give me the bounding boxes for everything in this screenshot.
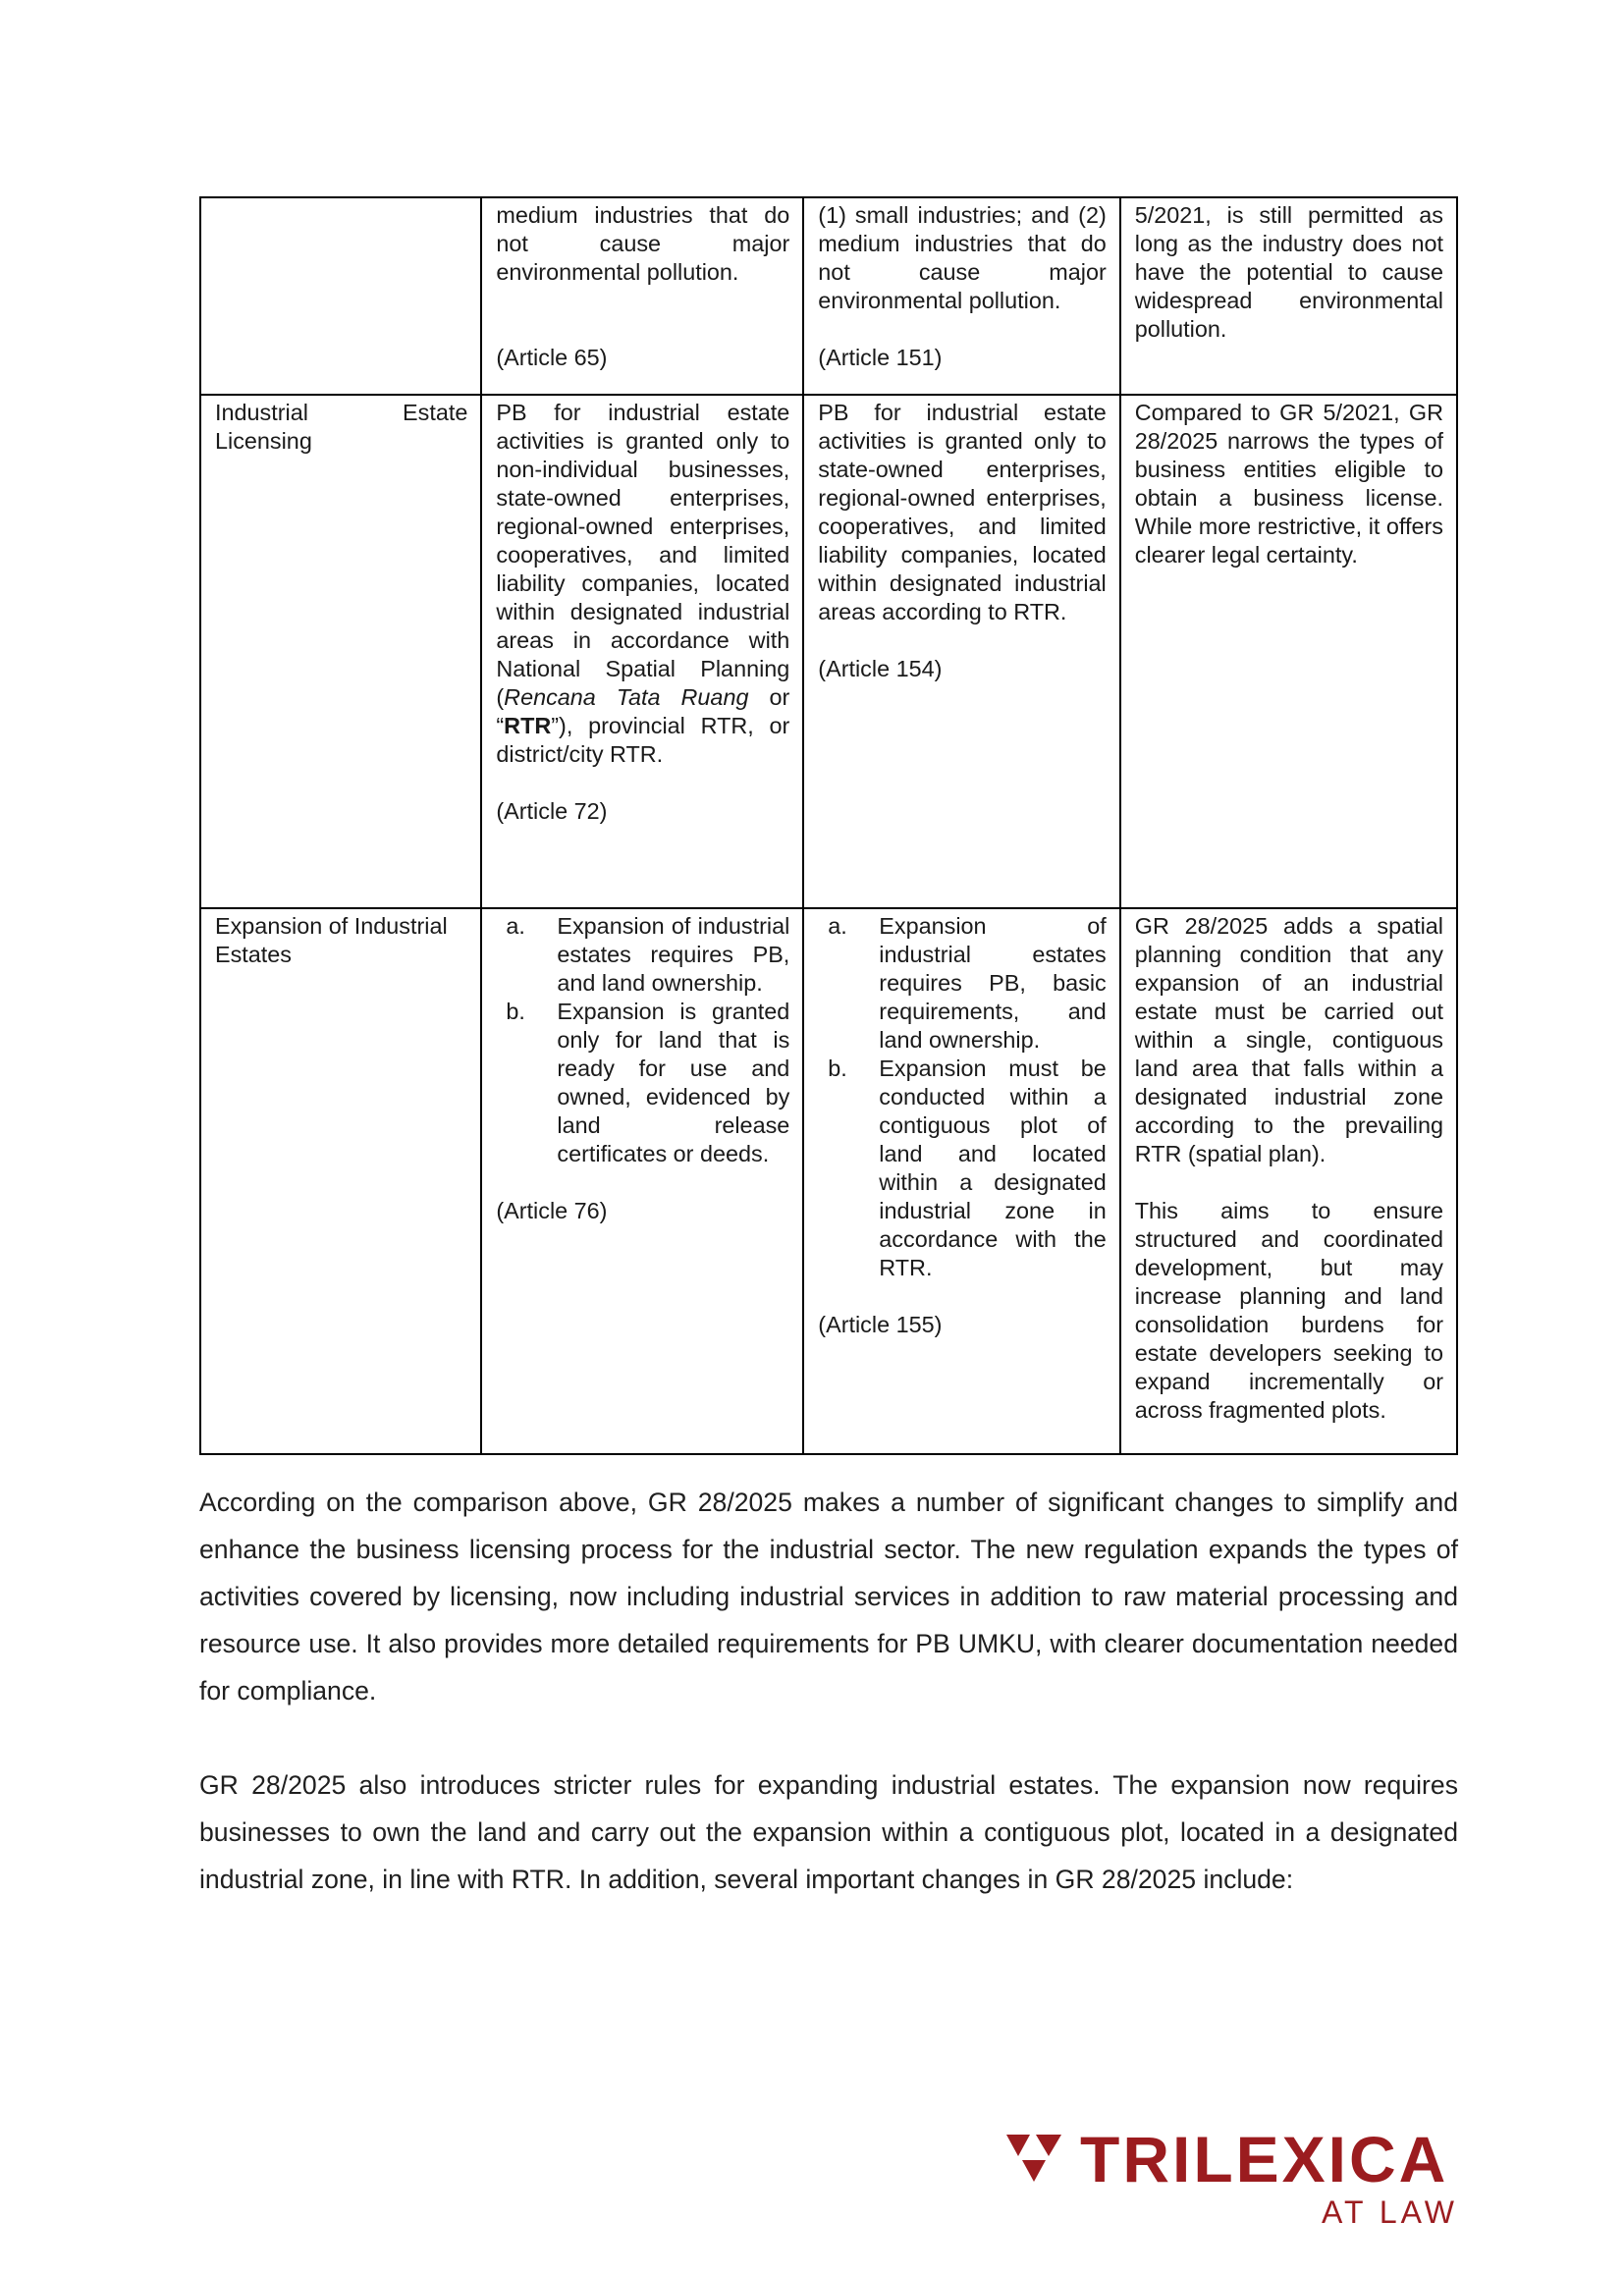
old-regulation-cell — [481, 197, 803, 395]
new-regulation-text: (1) small industries; and (2) medium industries that do not cause major environmental pollution. — [818, 202, 1107, 313]
logo-subtitle: AT LAW — [1322, 2194, 1458, 2230]
analysis-text: This aims to ensure structured and coordinated development, but may increase planning and land consolidation burdens for estate developers seeking to expand incrementally or across fragmented plots. — [1134, 1198, 1443, 1423]
logo-mark-icon — [1006, 2135, 1061, 2190]
body-paragraph: GR 28/2025 also introduces stricter rules for expanding industrial estates. The expansion now requires businesses to own the land and carry out the expansion within a contiguous plot, located in a designated industrial zone, in line with RTR. In addition, several important changes in GR 28/2025 include: — [199, 1770, 1458, 1894]
list-marker: a. — [506, 913, 525, 939]
rtr-bold-term: RTR — [504, 713, 552, 738]
old-regulation-cell — [481, 395, 803, 908]
old-regulation-text: medium industries that do not cause major environmental pollution. — [496, 202, 790, 285]
list-marker: b. — [506, 999, 525, 1024]
new-article-ref: (Article 151) — [818, 345, 943, 370]
analysis-text: 5/2021, is still permitted as long as the industry does not have the potential to cause widespread environmental pollution. — [1134, 202, 1443, 342]
new-regulation-list — [818, 912, 1106, 1282]
old-article-ref: (Article 72) — [496, 798, 608, 824]
body-paragraph: According on the comparison above, GR 28/2025 makes a number of significant changes to simplify and enhance the business licensing process for the industrial sector. The new regulation expands the types of activities covered by licensing, now including industrial services in addition to raw material processing and resource use. It also provides more detailed requirements for PB UMKU, with clearer documentation needed for compliance. — [199, 1488, 1458, 1706]
list-item: a. Expansion of industrial estates requires PB, basic requirements, and land ownership. — [828, 913, 1107, 1053]
new-regulation-text: PB for industrial estate activities is granted only to state-owned enterprises, regional-owned enterprises, cooperatives, and limited liability companies, located within designated industrial areas according to RTR. — [818, 400, 1107, 624]
old-regulation-cell — [481, 908, 803, 1454]
firm-logo — [1006, 2123, 1458, 2230]
rtr-italic-term: Rencana Tata Ruang — [504, 684, 749, 710]
table-row — [200, 197, 1457, 395]
new-article-ref: (Article 155) — [818, 1312, 943, 1337]
new-regulation-cell — [803, 395, 1119, 908]
old-article-ref: (Article 65) — [496, 345, 608, 370]
topic-cell — [200, 908, 481, 1454]
old-regulation-list — [496, 912, 789, 1168]
list-marker: a. — [828, 913, 847, 939]
old-regulation-text: PB for industrial estate activities is granted only to non-individual businesses, state-owned enterprises, regional-owned enterprises, cooperatives, and limited liability companies, located within designated industrial areas in accordance with National Spatial Planning (Rencana Tata Ruang or “RTR”), provincial RTR, or district/city RTR. — [496, 400, 790, 767]
comparison-table — [199, 196, 1458, 1455]
table-row — [200, 908, 1457, 1454]
analysis-cell — [1120, 908, 1457, 1454]
new-regulation-cell — [803, 197, 1119, 395]
list-item: a. Expansion of industrial estates requires PB, and land ownership. — [506, 913, 790, 996]
topic-text: Expansion of Industrial Estates — [215, 913, 448, 967]
analysis-cell — [1120, 395, 1457, 908]
topic-text: Industrial Estate Licensing — [215, 400, 468, 454]
list-marker: b. — [828, 1056, 847, 1081]
old-article-ref: (Article 76) — [496, 1198, 608, 1223]
logo-name: TRILEXICA — [1080, 2123, 1449, 2195]
topic-cell — [200, 197, 481, 395]
analysis-cell — [1120, 197, 1457, 395]
analysis-text: GR 28/2025 adds a spatial planning condition that any expansion of an industrial estate must be carried out within a single, contiguous land area that falls within a designated industrial zone according to the prevailing RTR (spatial plan). — [1134, 913, 1443, 1166]
table-row — [200, 395, 1457, 908]
new-regulation-cell — [803, 908, 1119, 1454]
new-article-ref: (Article 154) — [818, 656, 943, 681]
list-item: b. Expansion must be conducted within a contiguous plot of land and located within a designated industrial zone in accordance with the RTR. — [828, 1056, 1107, 1280]
analysis-text: Compared to GR 5/2021, GR 28/2025 narrows the types of business entities eligible to obtain a business license. While more restrictive, it offers clearer legal certainty. — [1134, 400, 1443, 568]
list-item: b. Expansion is granted only for land that is ready for use and owned, evidenced by land release certificates or deeds. — [506, 999, 790, 1166]
topic-cell — [200, 395, 481, 908]
